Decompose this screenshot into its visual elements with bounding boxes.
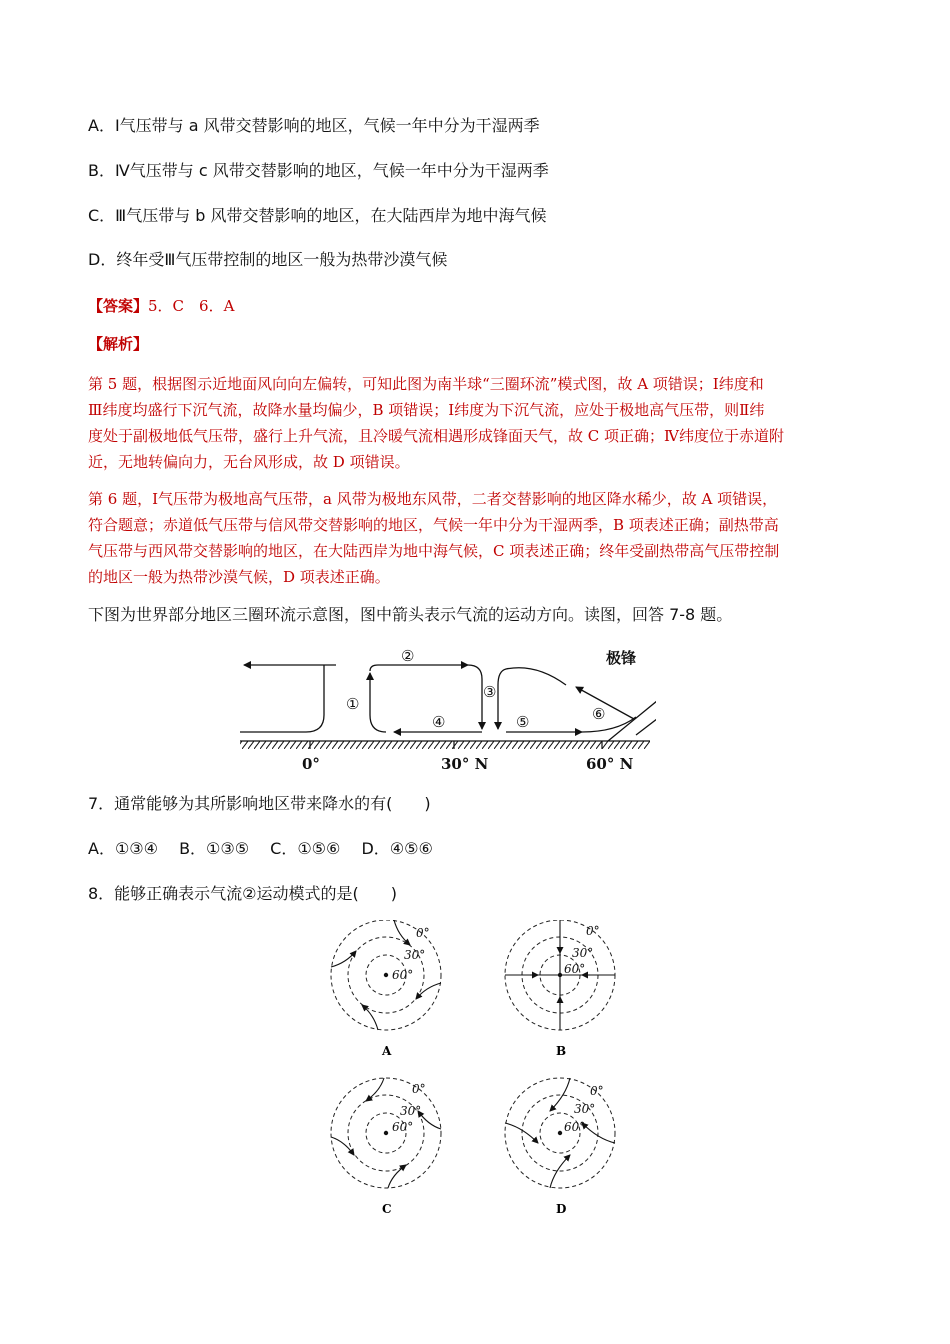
- option-c: C．Ⅲ气压带与 b 风带交替影响的地区，在大陆西岸为地中海气候: [88, 206, 547, 225]
- panel-a: [331, 920, 441, 1058]
- lat-label-0: 0°: [302, 755, 320, 773]
- lat-label-30: 30° N: [441, 755, 489, 773]
- flow-label-6: ⑥: [592, 705, 606, 723]
- ring-label-60: 60°: [392, 1120, 414, 1134]
- flow-label-4: ④: [432, 713, 446, 731]
- ring-label-0: 0°: [586, 924, 600, 938]
- q7-stem: 7．通常能够为其所影响地区带来降水的有( ): [88, 794, 431, 813]
- analysis-q6-line: 第 6 题，Ⅰ气压带为极地高气压带，a 风带为极地东风带，二者交替影响的地区降水稀少，故 A 项错误，: [88, 490, 778, 508]
- panel-d: [505, 1078, 615, 1216]
- analysis-q5-line: 度处于副极地低气压带，盛行上升气流，且冷暖气流相遇形成锋面天气，故 C 项正确；Ⅳ纬度位于赤道附: [88, 427, 785, 445]
- figure-intro: 下图为世界部分地区三圈环流示意图，图中箭头表示气流的运动方向。读图，回答 7-8 题。: [88, 605, 733, 624]
- ring-label-60: 60°: [564, 1120, 586, 1134]
- option-a: A．Ⅰ气压带与 a 风带交替影响的地区，气候一年中分为干湿两季: [88, 116, 540, 135]
- analysis-q5-line: 近，无地转偏向力，无台风形成，故 D 项错误。: [88, 453, 410, 471]
- panel-b: [505, 920, 615, 1058]
- analysis-q6: [88, 486, 864, 590]
- panel-label-d: D: [556, 1202, 567, 1216]
- lat-label-60: 60° N: [586, 755, 634, 773]
- analysis-q6-line: 符合题意；赤道低气压带与信风带交替影响的地区，气候一年中分为干湿两季，B 项表述正确；副热带高: [88, 516, 779, 534]
- answer-line: [88, 296, 234, 316]
- analysis-q5-line: 第 5 题，根据图示近地面风向向左偏转，可知此图为南半球“三圈环流”模式图，故 A 项错误；Ⅰ纬度和: [88, 375, 764, 393]
- ring-label-30: 30°: [572, 946, 594, 960]
- ring-label-30: 30°: [574, 1102, 596, 1116]
- polar-panels: [320, 920, 640, 1225]
- analysis-heading: [88, 334, 148, 354]
- answer-label: 【答案】: [88, 297, 149, 315]
- circulation-diagram: [236, 645, 656, 775]
- option-d: D．终年受Ⅲ气压带控制的地区一般为热带沙漠气候: [88, 250, 448, 269]
- panel-c: [331, 1078, 441, 1216]
- analysis-q5: [88, 371, 864, 475]
- label-polar-front: 极锋: [606, 649, 637, 667]
- ring-label-0: 0°: [590, 1084, 604, 1098]
- flow-label-3: ③: [483, 683, 497, 701]
- analysis-q6-line: 气压带与西风带交替影响的地区，在大陆西岸为地中海气候，C 项表述正确；终年受副热带高气压带控制: [88, 542, 780, 560]
- flow-label-5: ⑤: [516, 713, 530, 731]
- ring-label-0: 0°: [412, 1082, 426, 1096]
- panel-label-a: A: [382, 1044, 392, 1058]
- ring-label-30: 30°: [400, 1104, 422, 1118]
- q7-options: A．①③④ B．①③⑤ C．①⑤⑥ D．④⑤⑥: [88, 839, 433, 858]
- ring-label-60: 60°: [392, 968, 414, 982]
- answer-text: 5．C 6．A: [148, 297, 235, 315]
- analysis-label: 【解析】: [88, 335, 149, 353]
- flow-label-2: ②: [401, 647, 415, 665]
- panel-label-c: C: [382, 1202, 392, 1216]
- analysis-q5-line: Ⅲ纬度均盛行下沉气流，故降水量均偏少，B 项错误；Ⅰ纬度为下沉气流，应处于极地高气压带，则Ⅱ纬: [88, 401, 765, 419]
- panel-label-b: B: [556, 1044, 567, 1058]
- ring-label-30: 30°: [404, 948, 426, 962]
- analysis-q6-line: 的地区一般为热带沙漠气候，D 项表述正确。: [88, 568, 390, 586]
- option-b: B．Ⅳ气压带与 c 风带交替影响的地区，气候一年中分为干湿两季: [88, 161, 549, 180]
- q8-stem: 8．能够正确表示气流②运动模式的是( ): [88, 884, 398, 903]
- ring-label-60: 60°: [564, 962, 586, 976]
- flow-label-1: ①: [346, 695, 360, 713]
- ring-label-0: 0°: [416, 926, 430, 940]
